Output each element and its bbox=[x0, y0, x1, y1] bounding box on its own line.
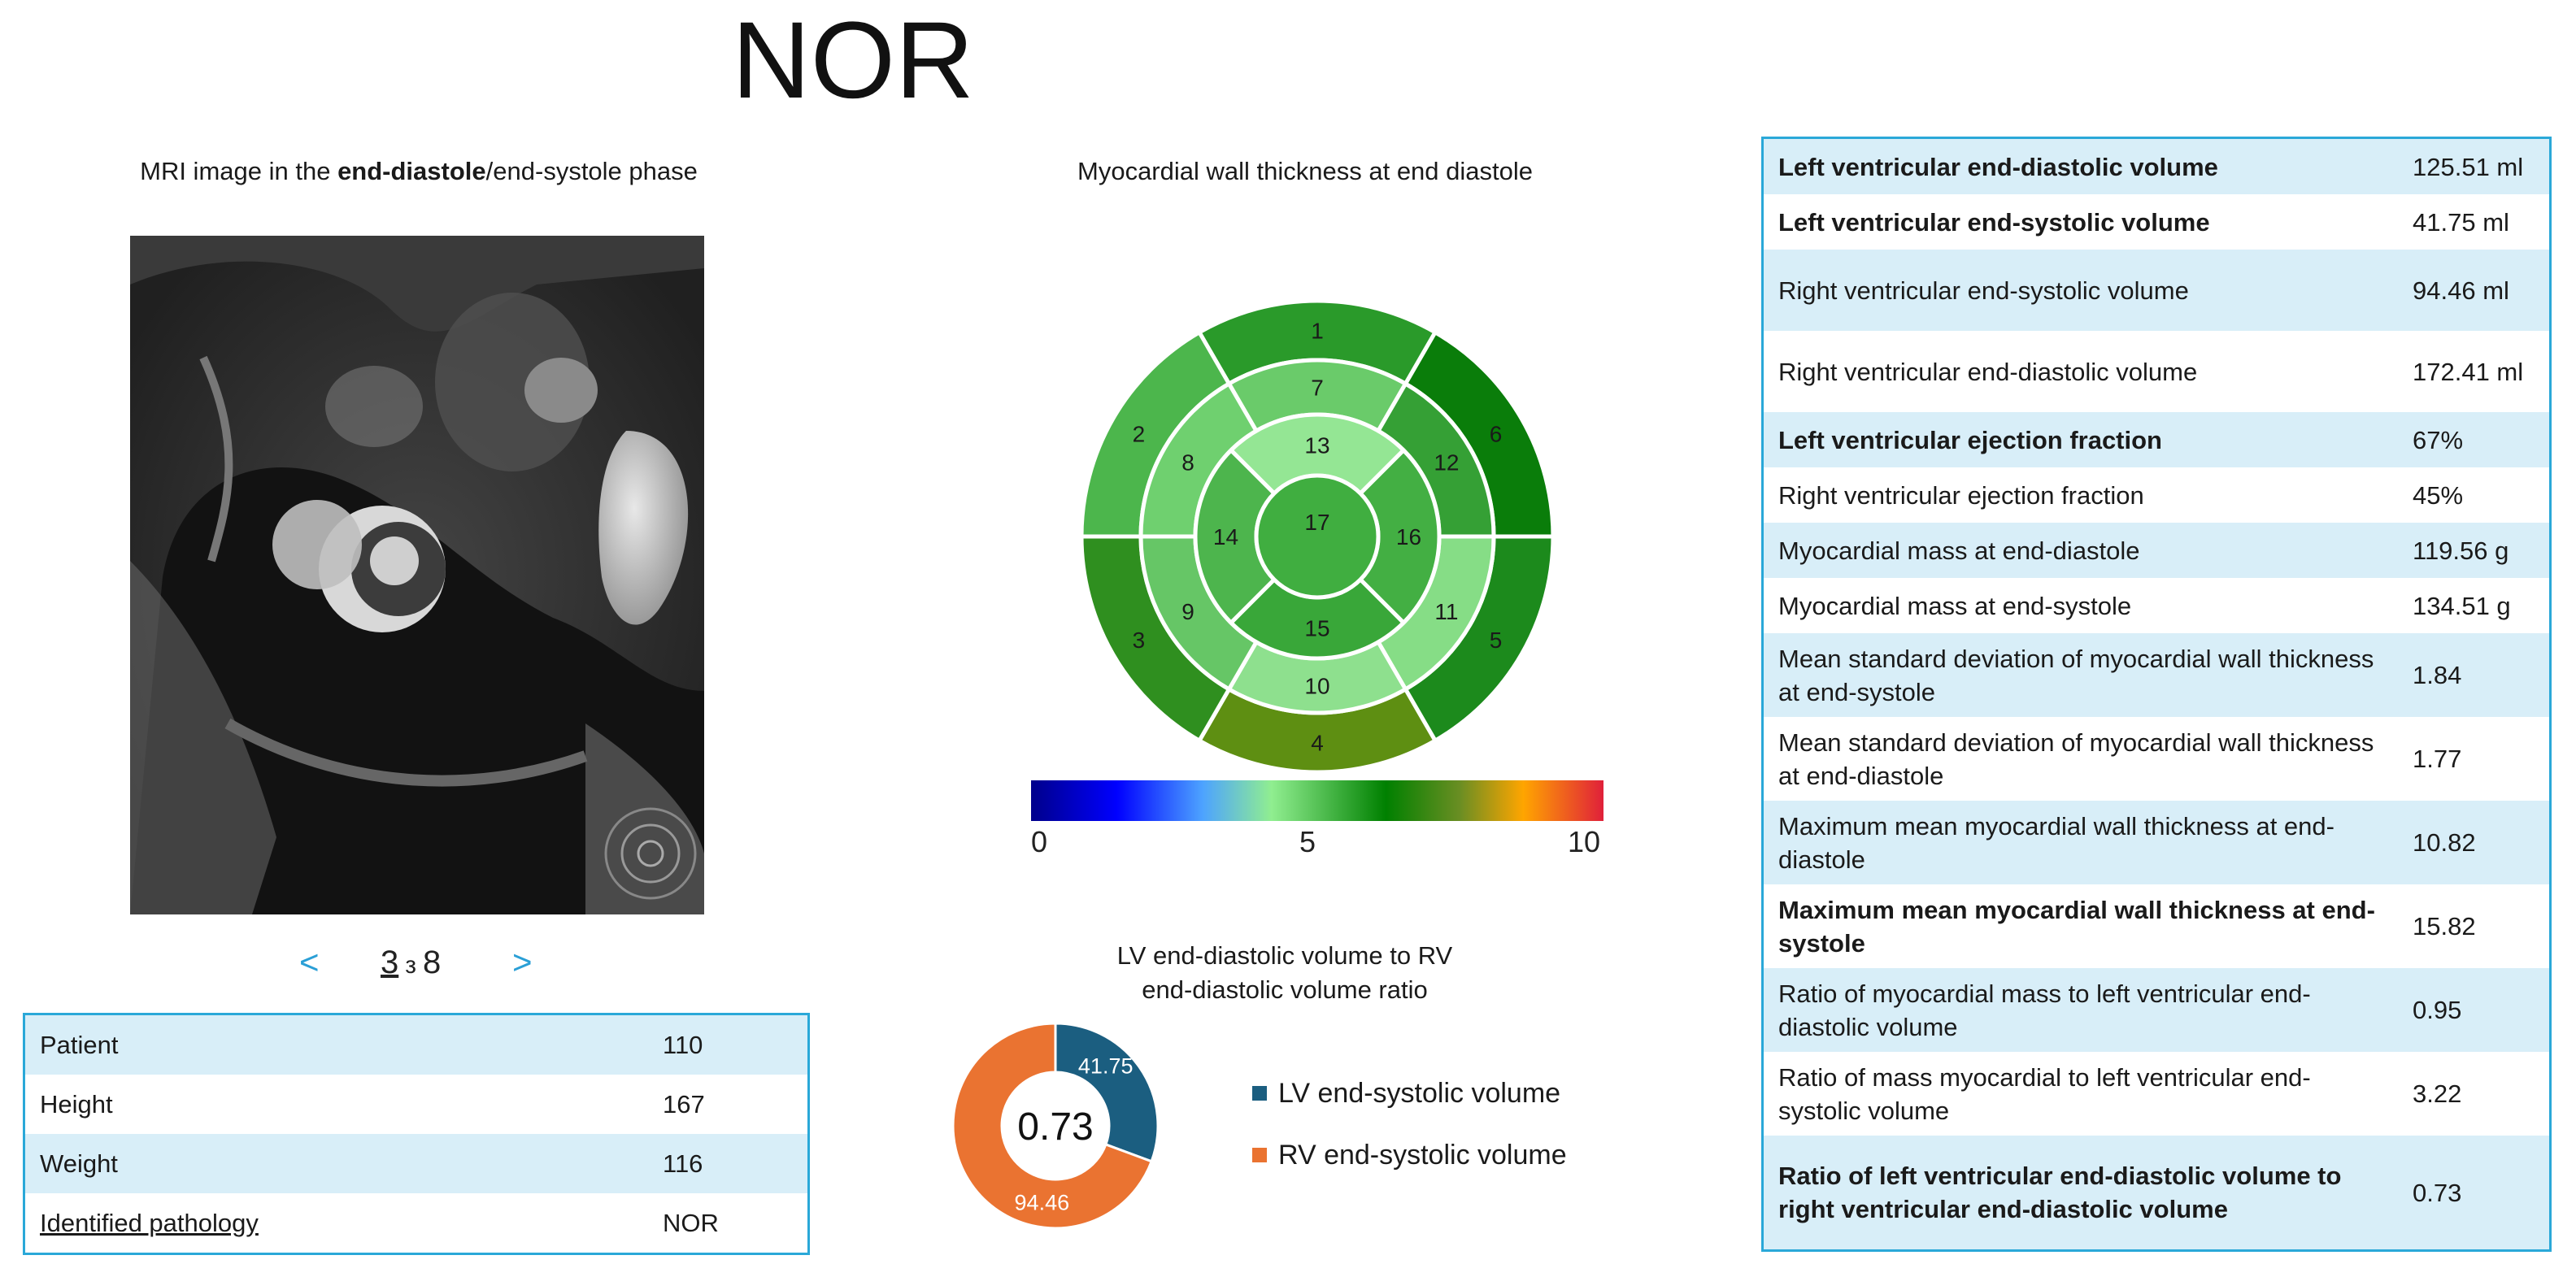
bullseye-label: 11 bbox=[1434, 598, 1459, 624]
results-label: Myocardial mass at end-systole bbox=[1764, 578, 2398, 633]
bullseye-segment-17 bbox=[1256, 476, 1378, 597]
results-value: 1.84 bbox=[2398, 633, 2549, 717]
results-value: 0.73 bbox=[2398, 1136, 2549, 1249]
results-table bbox=[1761, 137, 2552, 1252]
donut-legend bbox=[1252, 1077, 1567, 1201]
legend-item-rv bbox=[1252, 1139, 1567, 1171]
results-row bbox=[1764, 968, 2549, 1052]
results-row bbox=[1764, 194, 2549, 250]
legend-item-lv bbox=[1252, 1077, 1567, 1110]
results-label: Right ventricular ejection fraction bbox=[1764, 467, 2398, 523]
bullseye-label: 3 bbox=[1132, 627, 1146, 653]
results-label: Right ventricular end-diastolic volume bbox=[1764, 331, 2398, 412]
results-value: 125.51 ml bbox=[2398, 139, 2549, 194]
results-label: Mean standard deviation of myocardial wall thickness at end-systole bbox=[1764, 633, 2398, 717]
frame-separator: з bbox=[405, 952, 417, 979]
results-label: Myocardial mass at end-diastole bbox=[1764, 523, 2398, 578]
bullseye-label: 2 bbox=[1132, 421, 1146, 447]
volume-ratio-donut bbox=[950, 1020, 1161, 1231]
patient-row bbox=[25, 1015, 807, 1075]
mri-image bbox=[130, 236, 704, 914]
results-row bbox=[1764, 523, 2549, 578]
results-value: 0.95 bbox=[2398, 968, 2549, 1052]
legend-label-lv: LV end-systolic volume bbox=[1278, 1077, 1561, 1109]
mri-caption-post: /end-systole phase bbox=[485, 157, 698, 185]
colorbar bbox=[1031, 780, 1603, 821]
results-value: 41.75 ml bbox=[2398, 194, 2549, 250]
donut-caption bbox=[1041, 939, 1529, 1007]
pathology-label[interactable]: Identified pathology bbox=[25, 1193, 648, 1253]
bullseye-label: 4 bbox=[1311, 730, 1324, 756]
results-value: 3.22 bbox=[2398, 1052, 2549, 1136]
results-row bbox=[1764, 467, 2549, 523]
next-frame-button[interactable]: > bbox=[512, 943, 533, 981]
results-row bbox=[1764, 1052, 2549, 1136]
donut-caption-line2: end-diastolic volume ratio bbox=[1142, 975, 1428, 1004]
results-row bbox=[1764, 801, 2549, 884]
frame-counter bbox=[381, 945, 441, 981]
bullseye-label: 12 bbox=[1434, 450, 1460, 476]
bullseye-plot bbox=[1065, 289, 1569, 784]
results-label: Ratio of mass myocardial to left ventricular end-systolic volume bbox=[1764, 1052, 2398, 1136]
results-row bbox=[1764, 331, 2549, 412]
bullseye-label: 7 bbox=[1311, 375, 1324, 401]
results-value: 119.56 g bbox=[2398, 523, 2549, 578]
results-label: Left ventricular end-diastolic volume bbox=[1764, 139, 2398, 194]
legend-swatch-rv bbox=[1252, 1148, 1267, 1162]
results-row bbox=[1764, 717, 2549, 801]
results-row bbox=[1764, 412, 2549, 467]
results-value: 67% bbox=[2398, 412, 2549, 467]
bullseye-label: 17 bbox=[1304, 510, 1330, 535]
results-value: 15.82 bbox=[2398, 884, 2549, 968]
results-row bbox=[1764, 139, 2549, 194]
pathology-row bbox=[25, 1193, 807, 1253]
results-label: Left ventricular end-systolic volume bbox=[1764, 194, 2398, 250]
results-value: 10.82 bbox=[2398, 801, 2549, 884]
results-label: Mean standard deviation of myocardial wall thickness at end-diastole bbox=[1764, 717, 2398, 801]
results-value: 45% bbox=[2398, 467, 2549, 523]
results-value: 1.77 bbox=[2398, 717, 2549, 801]
results-row bbox=[1764, 578, 2549, 633]
patient-label: Patient bbox=[25, 1015, 648, 1075]
frame-total: 8 bbox=[423, 945, 442, 980]
results-row bbox=[1764, 1136, 2549, 1249]
bullseye-label: 10 bbox=[1304, 673, 1330, 699]
mri-caption bbox=[81, 157, 756, 186]
results-label: Maximum mean myocardial wall thickness at end-systole bbox=[1764, 884, 2398, 968]
colorbar-tick: 5 bbox=[1299, 825, 1316, 858]
results-label: Maximum mean myocardial wall thickness at end-diastole bbox=[1764, 801, 2398, 884]
results-row bbox=[1764, 250, 2549, 331]
bullseye-label: 14 bbox=[1212, 524, 1239, 549]
results-value: 172.41 ml bbox=[2398, 331, 2549, 412]
bullseye-label: 15 bbox=[1304, 615, 1330, 641]
pathology-value: NOR bbox=[648, 1193, 807, 1253]
results-label: Ratio of myocardial mass to left ventricular end-diastolic volume bbox=[1764, 968, 2398, 1052]
results-label: Left ventricular ejection fraction bbox=[1764, 412, 2398, 467]
height-value: 167 bbox=[648, 1075, 807, 1134]
legend-label-rv: RV end-systolic volume bbox=[1278, 1139, 1567, 1171]
legend-swatch-lv bbox=[1252, 1086, 1267, 1101]
patient-value: 110 bbox=[648, 1015, 807, 1075]
patient-info-table bbox=[23, 1013, 810, 1255]
weight-row bbox=[25, 1134, 807, 1193]
colorbar-tick: 0 bbox=[1031, 825, 1048, 858]
colorbar-tick: 10 bbox=[1568, 825, 1601, 858]
page-title: NOR bbox=[732, 0, 974, 121]
bullseye-label: 16 bbox=[1395, 524, 1422, 549]
frame-current[interactable]: 3 bbox=[381, 945, 399, 980]
height-label: Height bbox=[25, 1075, 648, 1134]
bullseye-label: 1 bbox=[1311, 318, 1324, 344]
results-row bbox=[1764, 884, 2549, 968]
bullseye-label: 8 bbox=[1181, 450, 1194, 476]
results-value: 94.46 ml bbox=[2398, 250, 2549, 331]
results-row bbox=[1764, 633, 2549, 717]
donut-label-rv: 94.46 bbox=[1014, 1190, 1070, 1215]
mri-caption-pre: MRI image in the bbox=[140, 157, 338, 185]
height-row bbox=[25, 1075, 807, 1134]
weight-label: Weight bbox=[25, 1134, 648, 1193]
results-value: 134.51 g bbox=[2398, 578, 2549, 633]
donut-label-lv: 41.75 bbox=[1077, 1053, 1134, 1079]
bullseye-caption: Myocardial wall thickness at end diastole bbox=[1077, 157, 1533, 185]
bullseye-label: 9 bbox=[1181, 598, 1194, 624]
mri-caption-bold: end-diastole bbox=[337, 157, 486, 185]
bullseye-label: 13 bbox=[1304, 432, 1330, 458]
bullseye-label: 5 bbox=[1489, 627, 1503, 653]
results-label: Right ventricular end-systolic volume bbox=[1764, 250, 2398, 331]
donut-center-value: 0.73 bbox=[1017, 1105, 1094, 1149]
previous-frame-button[interactable]: < bbox=[299, 943, 320, 981]
donut-caption-line1: LV end-diastolic volume to RV bbox=[1116, 941, 1453, 970]
weight-value: 116 bbox=[648, 1134, 807, 1193]
bullseye-label: 6 bbox=[1489, 421, 1503, 447]
results-label: Ratio of left ventricular end-diastolic volume to right ventricular end-diastolic volume bbox=[1764, 1136, 2398, 1249]
